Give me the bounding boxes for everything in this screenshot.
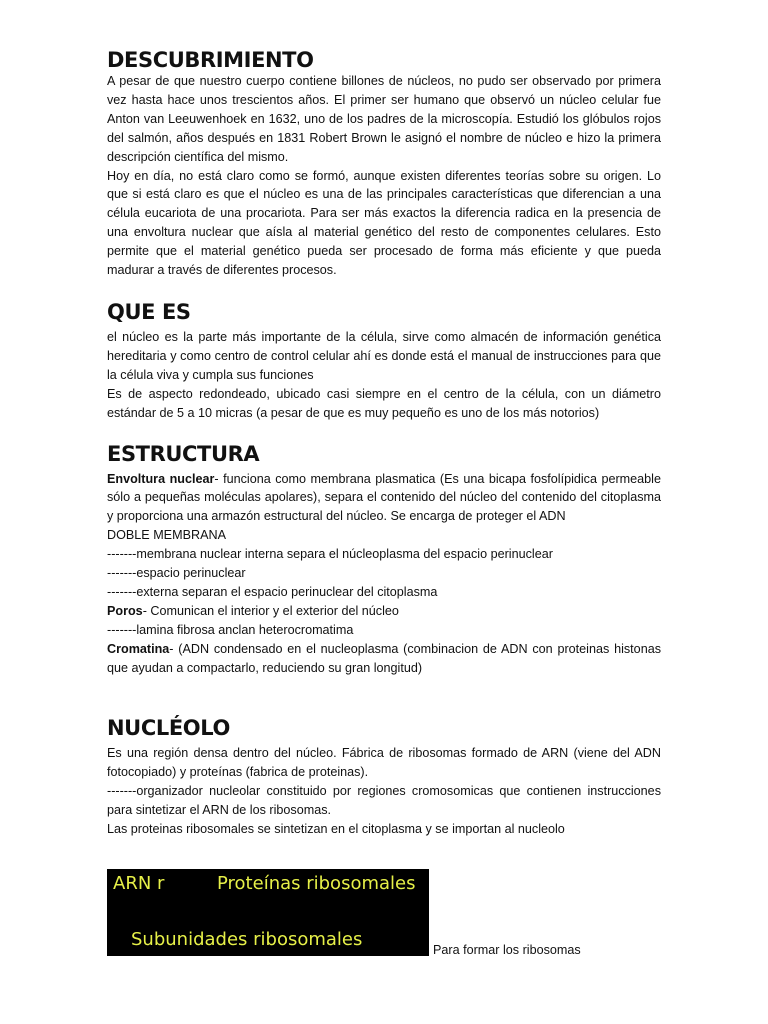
heading-descubrimiento: DESCUBRIMIENTO bbox=[107, 48, 314, 72]
term-cromatina: Cromatina bbox=[107, 641, 170, 656]
ribosome-diagram-box bbox=[107, 869, 429, 956]
document-body bbox=[107, 48, 661, 839]
descubrimiento-paragraph-2: Hoy en día, no está claro como se formó, aunque existen diferentes teorías sobre su origen. Lo que si está claro es que el núcleo es una de las principales características que diferencian a una célula eucariota de una procariota. Para ser más exactos la diferencia radica en la presencia de una envoltura nuclear que aísla al material genético del resto de componentes celulares. Esto permite que el material genético pueda ser procesado de forma más eficiente y que pueda madurar a través de diferentes procesos. bbox=[107, 168, 661, 278]
nucleolo-paragraph-3: Las proteinas ribosomales se sintetizan en el citoplasma y se importan al nucleolo bbox=[107, 822, 565, 837]
estructura-cromatina bbox=[107, 640, 661, 678]
diagram-arn-label: ARN r bbox=[113, 873, 165, 894]
heading-estructura: ESTRUCTURA bbox=[107, 441, 260, 466]
que-es-paragraph-1: el núcleo es la parte más importante de la célula, sirve como almacén de información genética hereditaria y como centro de control celular ahí es donde está el manual de instrucciones para que la célula viva y cumpla sus funciones bbox=[107, 329, 661, 382]
nucleolo-paragraph-2: -------organizador nucleolar constituido por regiones cromosomicas que contienen instrucciones para sintetizar el ARN de los ribosomas. bbox=[107, 784, 661, 818]
term-envoltura-nuclear: Envoltura nuclear bbox=[107, 471, 215, 486]
nucleolo-paragraph-1: Es una región densa dentro del núcleo. Fábrica de ribosomas formado de ARN (viene del ADN fotocopiado) y proteínas (fabrica de proteinas). bbox=[107, 746, 661, 780]
estructura-poros bbox=[107, 602, 661, 621]
heading-que-es: QUE ES bbox=[107, 299, 191, 324]
diagram-caption: Para formar los ribosomas bbox=[433, 943, 581, 957]
estructura-line-3: -------externa separan el espacio perinuclear del citoplasma bbox=[107, 584, 438, 599]
que-es-paragraph-2: Es de aspecto redondeado, ubicado casi siempre en el centro de la célula, con un diámetro estándar de 5 a 10 micras (a pesar de que es muy pequeño es uno de los más notorios) bbox=[107, 386, 661, 420]
envoltura-description: - funciona como membrana plasmatica (Es una bicapa fosfolípidica permeable sólo a pequeñas moléculas apolares), separa el contenido del núcleo del contenido del citoplasma y proporciona una armazón estructural del núcleo. Se encarga de proteger el ADN bbox=[107, 471, 661, 524]
estructura-line-2: -------espacio perinuclear bbox=[107, 566, 246, 581]
term-poros: Poros bbox=[107, 603, 143, 618]
heading-nucleolo: NUCLÉOLO bbox=[107, 716, 230, 741]
cromatina-description: - (ADN condensado en el nucleoplasma (combinacion de ADN con proteinas histonas que ayudan a compactarlo, reduciendo su gran longitud) bbox=[107, 641, 661, 675]
poros-description: - Comunican el interior y el exterior del núcleo bbox=[142, 603, 399, 618]
descubrimiento-paragraph-1: A pesar de que nuestro cuerpo contiene billones de núcleos, no pudo ser observado por primera vez hasta hace unos trescientos años. El primer ser humano que observó un núcleo celular fue Anton van Leeuwenhoek en 1632, uno de los padres de la microscopía. Estudió los glóbulos rojos del salmón, años después en 1831 Robert Brown le asignó el nombre de núcleo e hizo la primera descripción científica del mismo. bbox=[107, 74, 661, 164]
diagram-proteinas-label: Proteínas ribosomales bbox=[217, 873, 416, 894]
estructura-envoltura bbox=[107, 470, 661, 527]
estructura-doble-membrana: DOBLE MEMBRANA bbox=[107, 528, 226, 543]
estructura-line-4: -------lamina fibrosa anclan heterocromatima bbox=[107, 622, 354, 637]
estructura-line-1: -------membrana nuclear interna separa el núcleoplasma del espacio perinuclear bbox=[107, 547, 553, 562]
diagram-subunidades-label: Subunidades ribosomales bbox=[131, 929, 363, 950]
